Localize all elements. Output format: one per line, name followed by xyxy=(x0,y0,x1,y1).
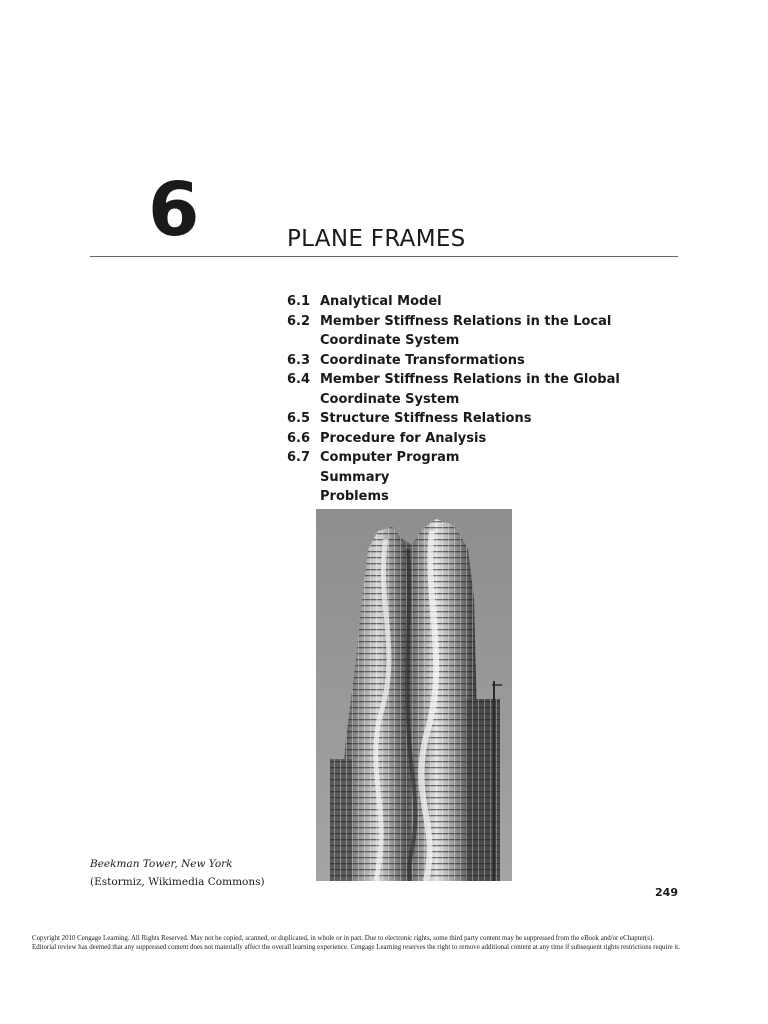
toc-item-title: Coordinate Transformations xyxy=(320,352,525,368)
toc-item-number xyxy=(287,468,320,488)
toc-item-number: 6.5 xyxy=(287,411,311,426)
copyright-line-1: Copyright 2010 Cengage Learning. All Rights Reserved. May not be copied, scanned, or duplicated, in whole or in part. Due to electronic rights, some third party content may be suppressed from the eBook and/or eChapter(s). xyxy=(32,935,654,942)
toc-item xyxy=(287,312,620,351)
chapter-title: PLANE FRAMES xyxy=(287,226,466,252)
page-number: 249 xyxy=(655,886,678,899)
tower-illustration xyxy=(316,509,512,881)
toc-item xyxy=(287,370,620,409)
caption-title: Beekman Tower, New York xyxy=(90,858,233,870)
toc-item-number: 6.6 xyxy=(287,430,311,446)
chapter-number: 6 xyxy=(148,167,200,253)
toc-item-number: 6.1 xyxy=(287,294,311,309)
caption-credit: (Estormiz, Wikimedia Commons) xyxy=(90,876,265,888)
toc-item xyxy=(287,487,620,507)
toc-item-number xyxy=(287,487,320,507)
toc-item xyxy=(287,409,620,429)
beekman-tower-photo xyxy=(316,509,512,881)
toc-item xyxy=(287,448,620,468)
toc-item-number: 6.2 xyxy=(287,313,311,329)
toc-item-title: Problems xyxy=(320,489,389,504)
toc-item xyxy=(287,351,620,371)
toc-item-title: Member Stiffness Relations in the Global Coordinate System xyxy=(320,372,620,407)
toc-item-title: Procedure for Analysis xyxy=(320,430,487,446)
toc-item-number: 6.4 xyxy=(287,372,311,387)
toc-item-title: Summary xyxy=(320,469,390,485)
toc-item-title: Member Stiffness Relations in the Local Coordinate System xyxy=(320,313,612,348)
copyright-notice xyxy=(32,934,744,952)
toc-item xyxy=(287,292,620,312)
toc-item xyxy=(287,468,620,488)
toc-item-title: Analytical Model xyxy=(320,294,442,309)
chapter-contents xyxy=(287,292,620,507)
title-divider xyxy=(90,256,678,257)
toc-item-number: 6.7 xyxy=(287,450,311,465)
toc-item-number: 6.3 xyxy=(287,352,311,368)
photo-caption xyxy=(90,855,265,891)
copyright-line-2: Editorial review has deemed that any suppressed content does not materially affect the overall learning experience. Cengage Learning reserves the right to remove additional content at any time if subsequent rights restrictions require it. xyxy=(32,944,680,951)
toc-item-title: Structure Stiffness Relations xyxy=(320,411,532,426)
toc-item xyxy=(287,429,620,449)
toc-item-title: Computer Program xyxy=(320,450,460,465)
